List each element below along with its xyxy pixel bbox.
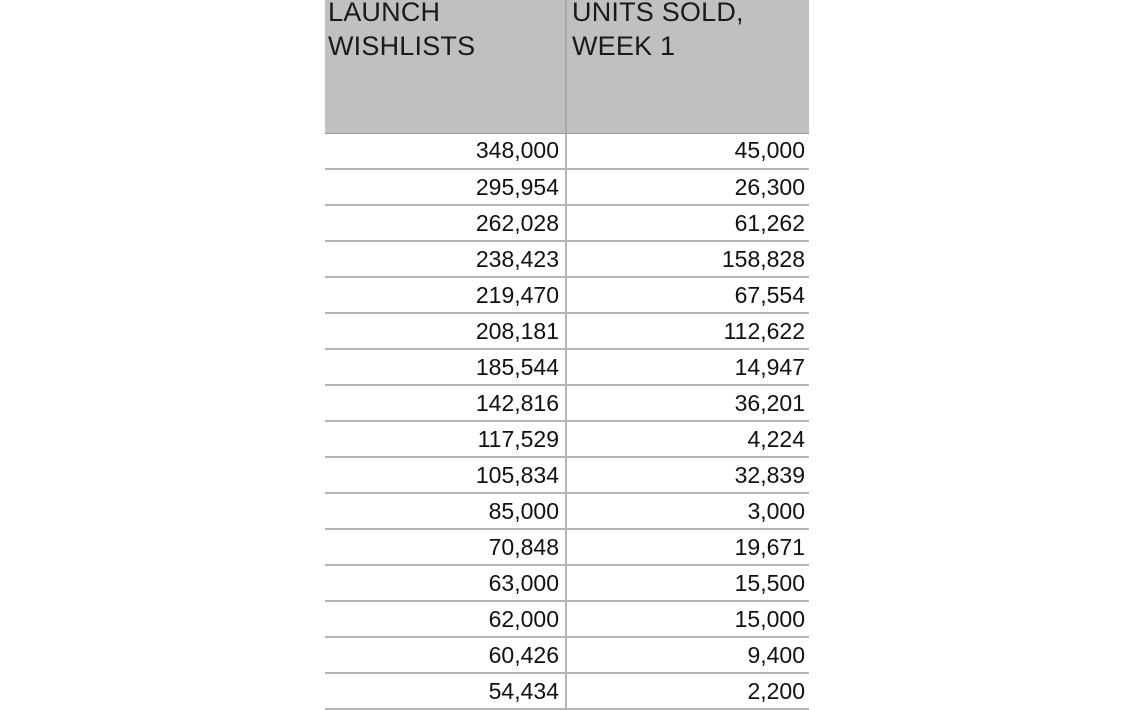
cell-units-sold-week-1[interactable]: 4,224	[566, 421, 809, 457]
cell-launch-wishlists[interactable]: 348,000	[325, 133, 566, 169]
table-row	[325, 673, 809, 709]
table-row	[325, 241, 809, 277]
header-launch-wishlists-line-2: WISHLISTS	[328, 31, 476, 61]
cell-launch-wishlists[interactable]: 60,426	[325, 637, 566, 673]
cell-launch-wishlists[interactable]: 238,423	[325, 241, 566, 277]
cell-launch-wishlists[interactable]: 85,000	[325, 493, 566, 529]
cell-units-sold-week-1[interactable]: 36,201	[566, 385, 809, 421]
table-row	[325, 385, 809, 421]
cell-launch-wishlists[interactable]: 63,000	[325, 565, 566, 601]
cell-launch-wishlists[interactable]: 117,529	[325, 421, 566, 457]
cell-launch-wishlists[interactable]: 142,816	[325, 385, 566, 421]
cell-units-sold-week-1[interactable]: 15,500	[566, 565, 809, 601]
cell-units-sold-week-1[interactable]: 3,000	[566, 493, 809, 529]
table-row	[325, 421, 809, 457]
header-units-sold-week-1[interactable]	[566, 0, 809, 133]
header-launch-wishlists-line-1: LAUNCH	[328, 0, 441, 27]
cell-units-sold-week-1[interactable]: 61,262	[566, 205, 809, 241]
cell-launch-wishlists[interactable]: 70,848	[325, 529, 566, 565]
table-row	[325, 169, 809, 205]
cell-units-sold-week-1[interactable]: 14,947	[566, 349, 809, 385]
cell-units-sold-week-1[interactable]: 9,400	[566, 637, 809, 673]
cell-units-sold-week-1[interactable]: 67,554	[566, 277, 809, 313]
header-launch-wishlists[interactable]	[325, 0, 566, 133]
header-units-sold-line-1: UNITS SOLD,	[572, 0, 744, 27]
cell-units-sold-week-1[interactable]: 2,200	[566, 673, 809, 709]
cell-units-sold-week-1[interactable]: 26,300	[566, 169, 809, 205]
table-row	[325, 205, 809, 241]
cell-launch-wishlists[interactable]: 295,954	[325, 169, 566, 205]
cell-units-sold-week-1[interactable]: 15,000	[566, 601, 809, 637]
table-row	[325, 493, 809, 529]
cell-launch-wishlists[interactable]: 208,181	[325, 313, 566, 349]
table-row	[325, 313, 809, 349]
table-row	[325, 637, 809, 673]
spreadsheet-table	[325, 0, 809, 710]
table-row	[325, 133, 809, 169]
table-row	[325, 277, 809, 313]
cell-launch-wishlists[interactable]: 54,434	[325, 673, 566, 709]
cell-launch-wishlists[interactable]: 262,028	[325, 205, 566, 241]
header-row	[325, 0, 809, 133]
table-body	[325, 133, 809, 709]
cell-units-sold-week-1[interactable]: 45,000	[566, 133, 809, 169]
cell-units-sold-week-1[interactable]: 158,828	[566, 241, 809, 277]
table-row	[325, 457, 809, 493]
cell-units-sold-week-1[interactable]: 19,671	[566, 529, 809, 565]
table-row	[325, 565, 809, 601]
cell-units-sold-week-1[interactable]: 112,622	[566, 313, 809, 349]
table-row	[325, 601, 809, 637]
table-row	[325, 529, 809, 565]
cell-launch-wishlists[interactable]: 185,544	[325, 349, 566, 385]
cell-launch-wishlists[interactable]: 219,470	[325, 277, 566, 313]
header-units-sold-line-2: WEEK 1	[572, 31, 676, 61]
cell-launch-wishlists[interactable]: 62,000	[325, 601, 566, 637]
table-row	[325, 349, 809, 385]
cell-units-sold-week-1[interactable]: 32,839	[566, 457, 809, 493]
cell-launch-wishlists[interactable]: 105,834	[325, 457, 566, 493]
